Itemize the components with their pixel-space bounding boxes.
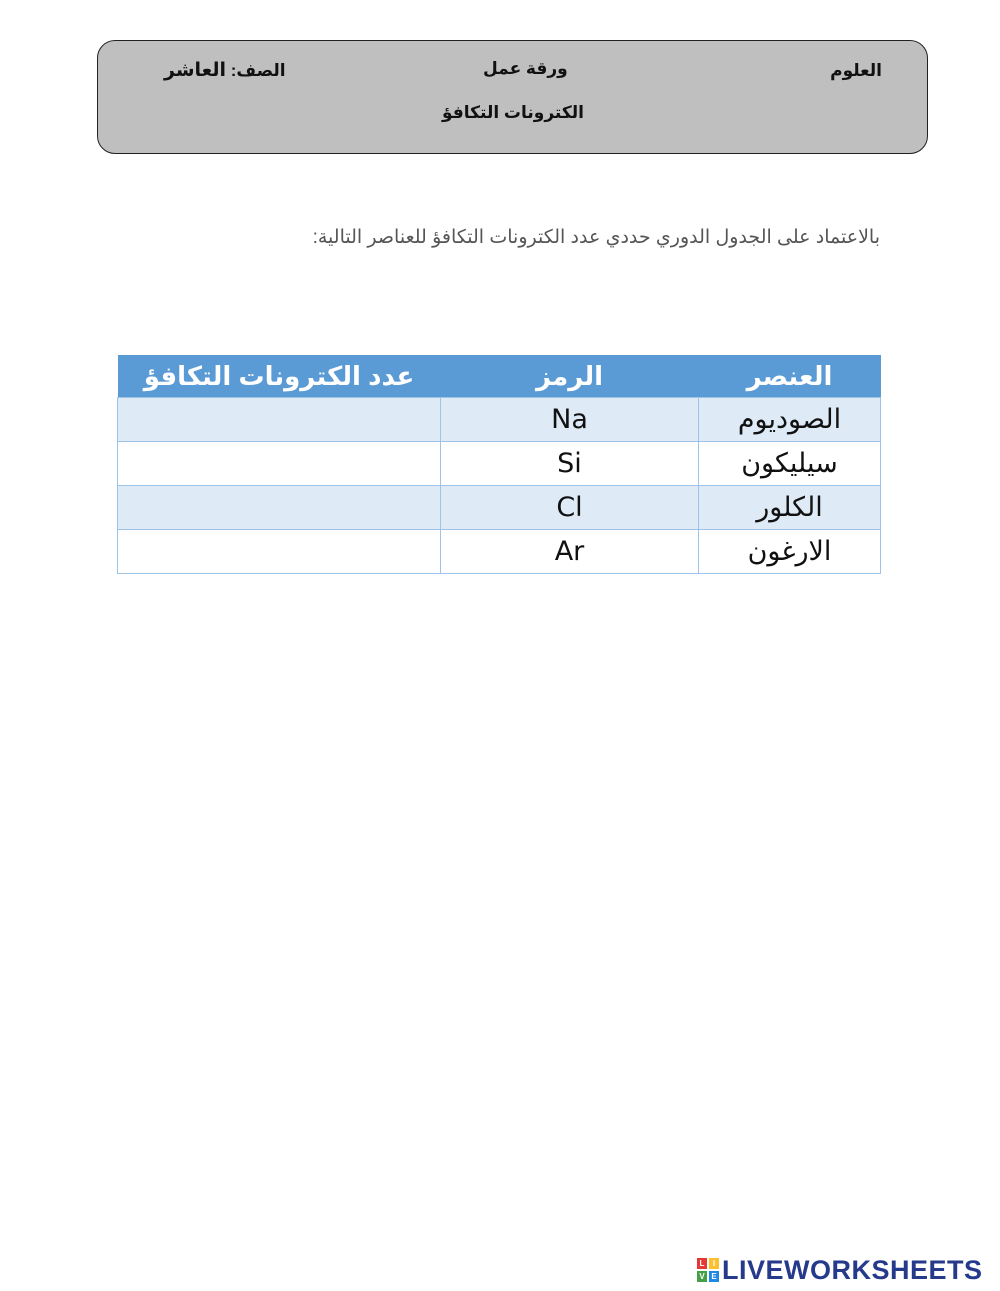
element-symbol: Si [441, 442, 699, 486]
element-symbol: Cl [441, 486, 699, 530]
element-name: سيليكون [699, 442, 881, 486]
element-name: الصوديوم [699, 398, 881, 442]
grade-value: العاشر [164, 60, 227, 81]
header-count: عدد الكترونات التكافؤ [118, 355, 441, 398]
table-row [118, 442, 881, 486]
table-header-row [118, 355, 881, 398]
document-type: ورقة عمل [483, 59, 568, 78]
answer-cell[interactable] [118, 442, 441, 486]
answer-cell[interactable] [118, 398, 441, 442]
table-row [118, 486, 881, 530]
table-row [118, 398, 881, 442]
instruction-text: بالاعتماد على الجدول الدوري حددي عدد الكترونات التكافؤ للعناصر التالية: [312, 227, 880, 248]
table-row [118, 530, 881, 574]
grade-label: الصف: [230, 61, 286, 80]
grade [164, 59, 286, 82]
answer-cell[interactable] [118, 530, 441, 574]
header-element: العنصر [699, 355, 881, 398]
valence-electrons-table [117, 355, 881, 574]
header-symbol: الرمز [441, 355, 699, 398]
worksheet-header [97, 40, 928, 154]
element-symbol: Ar [441, 530, 699, 574]
logo-blocks-icon: L I V E [697, 1258, 719, 1282]
logo-text: LIVEWORKSHEETS [722, 1254, 983, 1285]
subject-label: العلوم [830, 61, 882, 80]
worksheet-topic: الكترونات التكافؤ [442, 103, 584, 122]
liveworksheets-logo [697, 1255, 983, 1285]
element-symbol: Na [441, 398, 699, 442]
element-name: الارغون [699, 530, 881, 574]
element-name: الكلور [699, 486, 881, 530]
answer-cell[interactable] [118, 486, 441, 530]
